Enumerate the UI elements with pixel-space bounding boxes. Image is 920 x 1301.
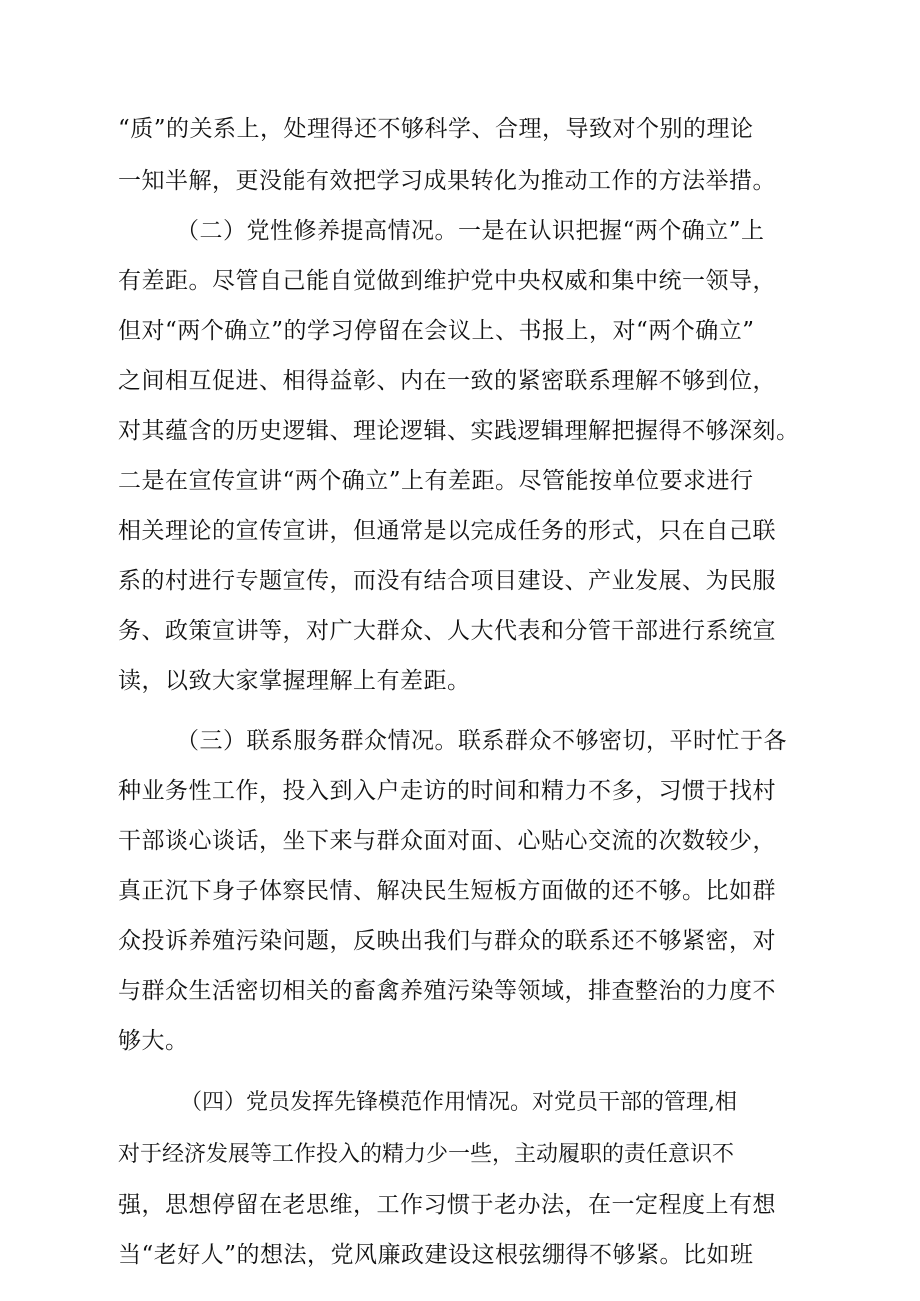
text-line: 二是在宣传宣讲“两个确立”上有差距。尽管能按单位要求进行 [118, 468, 754, 494]
text-line: 强，思想停留在老思维，工作习惯于老办法，在一定程度上有想 [118, 1192, 776, 1218]
text-line: 务、政策宣讲等，对广大群众、人大代表和分管干部进行系统宣 [118, 618, 776, 644]
text-line: 相关理论的宣传宣讲，但通常是以完成任务的形式，只在自己联 [118, 518, 776, 544]
text-line: 干部谈心谈话，坐下来与群众面对面、心贴心交流的次数较少， [118, 828, 776, 854]
text-line: “质”的关系上，处理得还不够科学、合理，导致对个别的理论 [118, 116, 754, 142]
text-line: 之间相互促进、相得益彰、内在一致的紧密联系理解不够到位， [118, 368, 776, 394]
section-heading-line: （二）党性修养提高情况。一是在认识把握“两个确立”上 [176, 218, 765, 244]
text-line: 但对“两个确立”的学习停留在会议上、书报上，对“两个确立” [118, 318, 755, 344]
text-line: 对于经济发展等工作投入的精力少一些，主动履职的责任意识不 [118, 1142, 735, 1167]
text-line: 读，以致大家掌握理解上有差距。 [118, 668, 471, 694]
text-line: 当“老好人”的想法，党风廉政建设这根弦绷得不够紧。比如班 [118, 1242, 754, 1268]
text-line: 与群众生活密切相关的畜禽养殖污染等领域，排查整治的力度不 [118, 978, 776, 1004]
section-heading-line: （三）联系服务群众情况。联系群众不够密切，平时忙于各 [176, 728, 787, 754]
text-line: 有差距。尽管自己能自觉做到维护党中央权威和集中统一领导， [118, 268, 776, 294]
text-line: 众投诉养殖污染问题，反映出我们与群众的联系还不够紧密，对 [118, 928, 776, 954]
text-line: 对其蕴含的历史逻辑、理论逻辑、实践逻辑理解把握得不够深刻。 [118, 418, 800, 444]
text-line: 一知半解，更没能有效把学习成果转化为推动工作的方法举措。 [118, 168, 776, 194]
text-line: 系的村进行专题宣传，而没有结合项目建设、产业发展、为民服 [118, 568, 776, 594]
text-line: 真正沉下身子体察民情、解决民生短板方面做的还不够。比如群 [118, 878, 776, 904]
section-heading-line: （四）党员发挥先锋模范作用情况。对党员干部的管理,相 [180, 1090, 737, 1115]
text-line: 种业务性工作，投入到入户走访的时间和精力不多，习惯于找村 [118, 778, 776, 804]
text-line: 够大。 [118, 1028, 189, 1054]
